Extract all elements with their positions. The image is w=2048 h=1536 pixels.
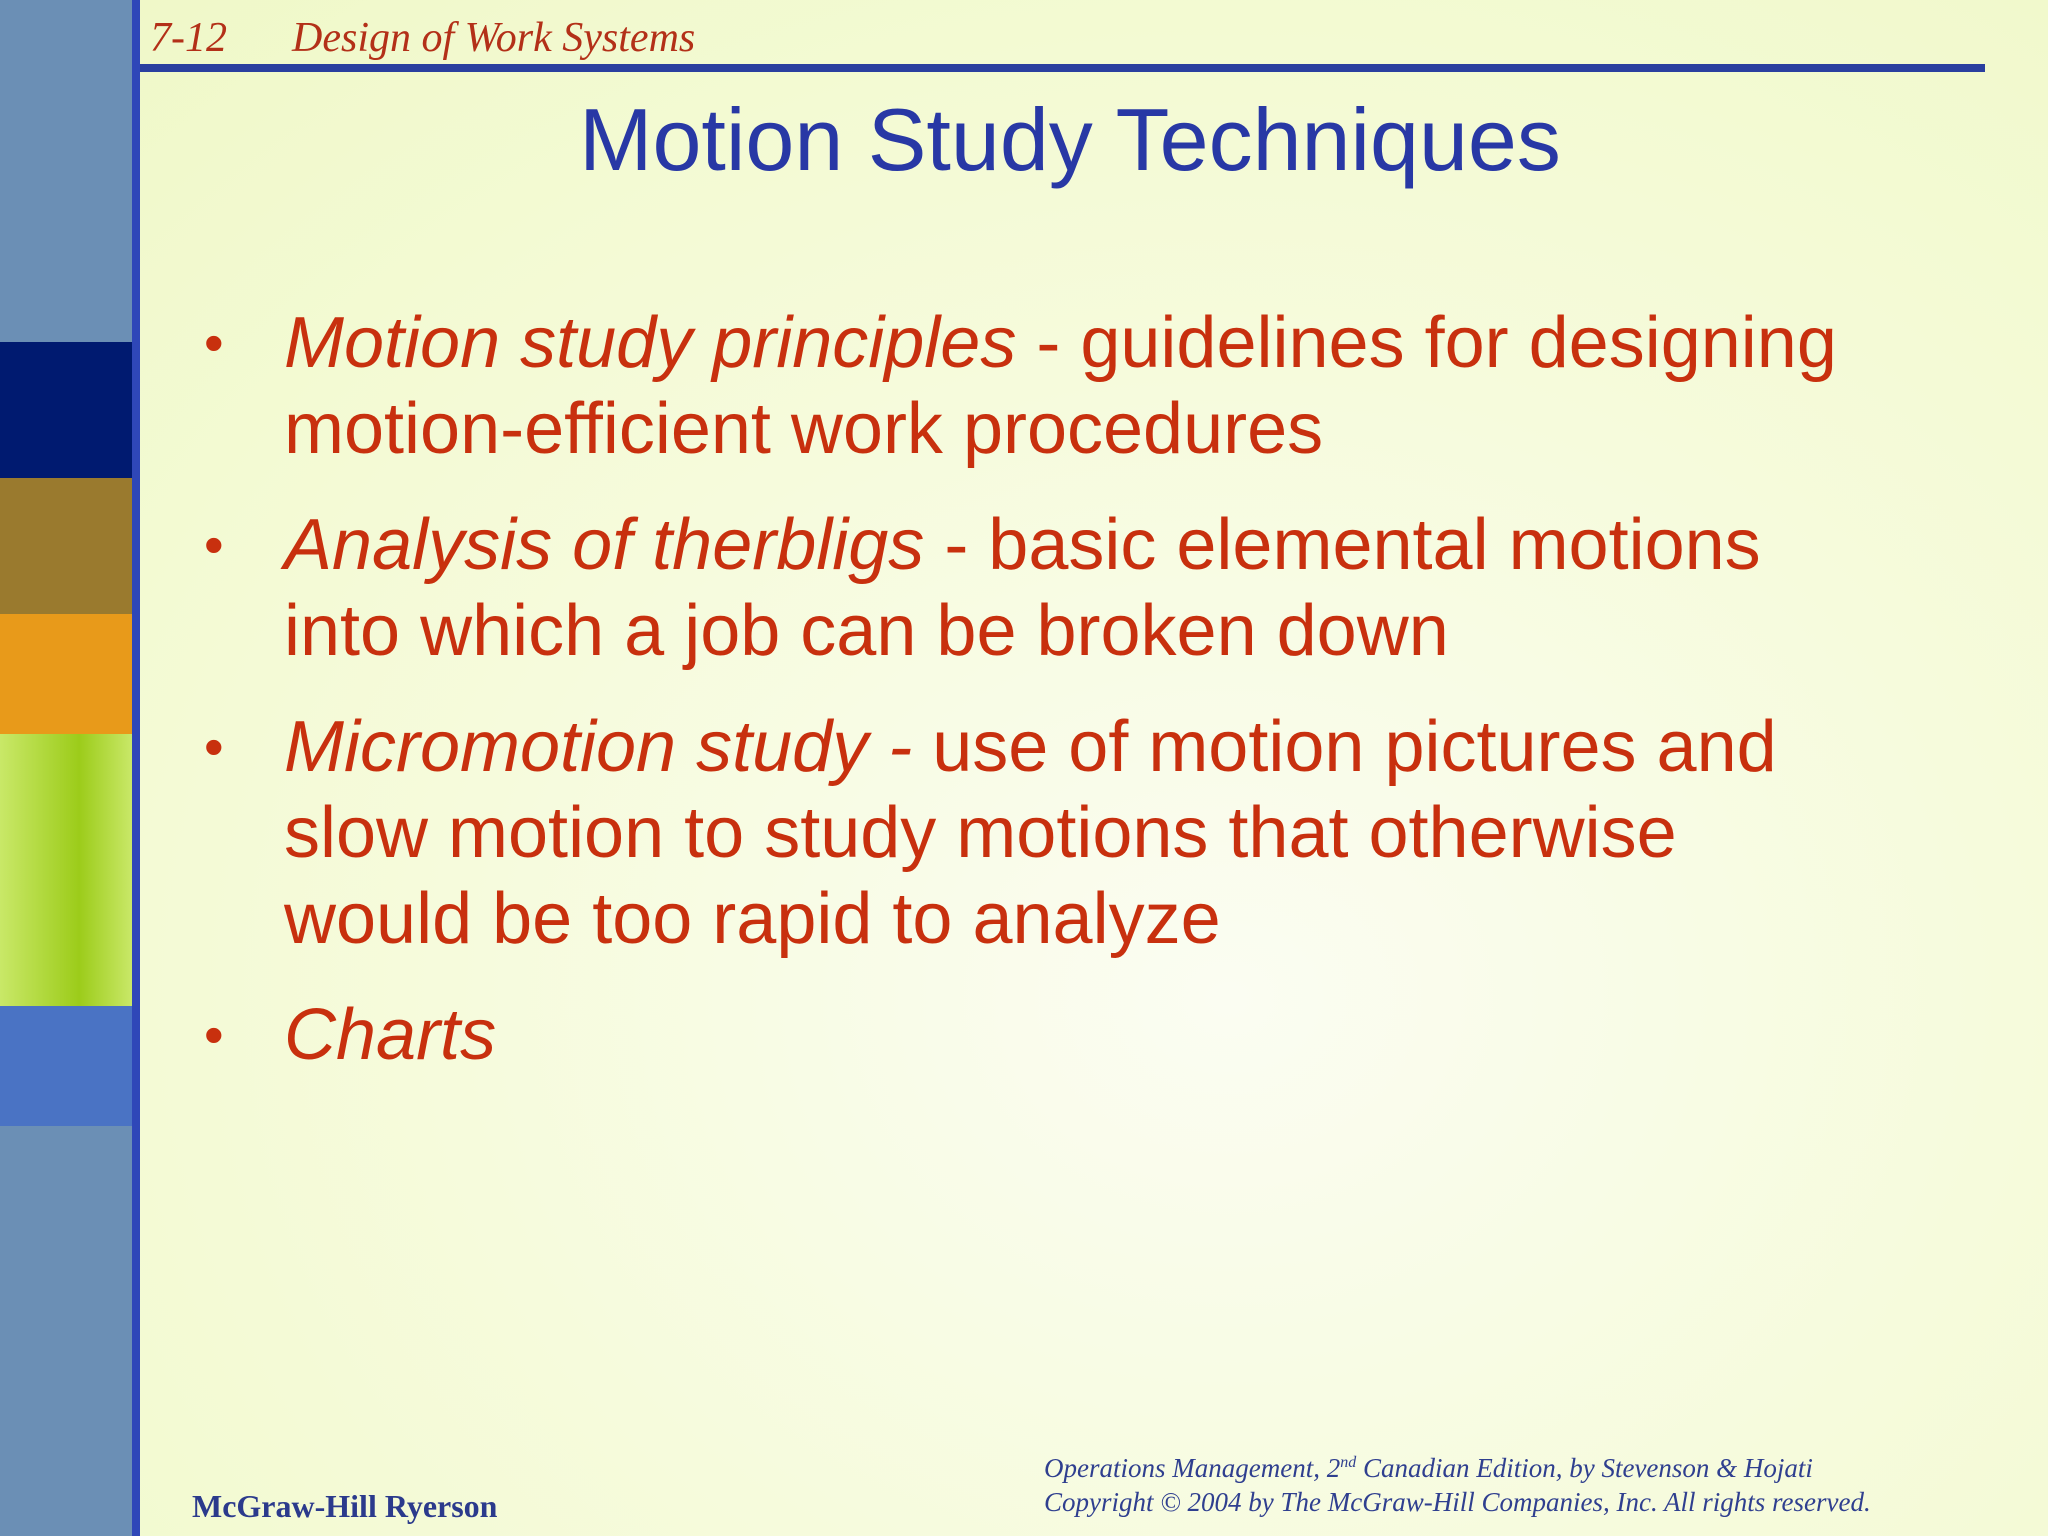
side-stripe <box>0 1126 132 1536</box>
edition-authors: Canadian Edition, by Stevenson & Hojati <box>1356 1453 1813 1483</box>
bullet-item <box>200 992 1840 1078</box>
bullet-item <box>200 502 1840 674</box>
bullet-icon: • <box>204 1003 224 1066</box>
bullet-icon: • <box>204 715 224 778</box>
side-stripe <box>0 734 132 1006</box>
bullet-icon: • <box>204 311 224 374</box>
bullet-term: Analysis of therbligs <box>284 505 925 585</box>
edition-text: Operations Management, 2 <box>1044 1453 1341 1483</box>
edition-line <box>1044 1446 1871 1485</box>
slide-header <box>150 14 695 62</box>
side-stripe <box>0 0 132 342</box>
bullet-separator: - <box>1016 303 1081 383</box>
bullet-term: Motion study principles <box>284 303 1017 383</box>
bullet-item <box>200 300 1840 472</box>
slide-number: 7-12 <box>150 15 227 61</box>
side-accent-line <box>132 0 140 1536</box>
publisher-name: McGraw-Hill Ryerson <box>192 1488 498 1524</box>
bullet-description: guidelines for designing motion-efficient work procedures <box>284 303 1837 469</box>
slide-title: Motion Study Techniques <box>579 90 1561 189</box>
copyright-line: Copyright © 2004 by The McGraw-Hill Companies, Inc. All rights reserved. <box>1044 1487 1871 1517</box>
side-stripe <box>0 614 132 734</box>
side-stripe <box>0 478 132 614</box>
bullet-term: Micromotion study - <box>284 707 933 787</box>
copyright-notice <box>1044 1446 1871 1519</box>
chapter-title: Design of Work Systems <box>292 15 696 61</box>
bullet-description: use of motion pictures and slow motion to study motions that otherwise would be too rapid to analyze <box>284 707 1777 959</box>
bullet-icon: • <box>204 513 224 576</box>
side-stripe <box>0 342 132 478</box>
side-stripe <box>0 1006 132 1126</box>
bullet-item <box>200 704 1840 962</box>
bullet-description: basic elemental motions into which a job can be broken down <box>284 505 1761 671</box>
bullet-separator: - <box>924 505 989 585</box>
bullet-term: Charts <box>284 995 497 1075</box>
header-divider <box>140 64 1985 72</box>
edition-superscript: nd <box>1340 1454 1357 1471</box>
bullet-list <box>200 300 1840 1108</box>
